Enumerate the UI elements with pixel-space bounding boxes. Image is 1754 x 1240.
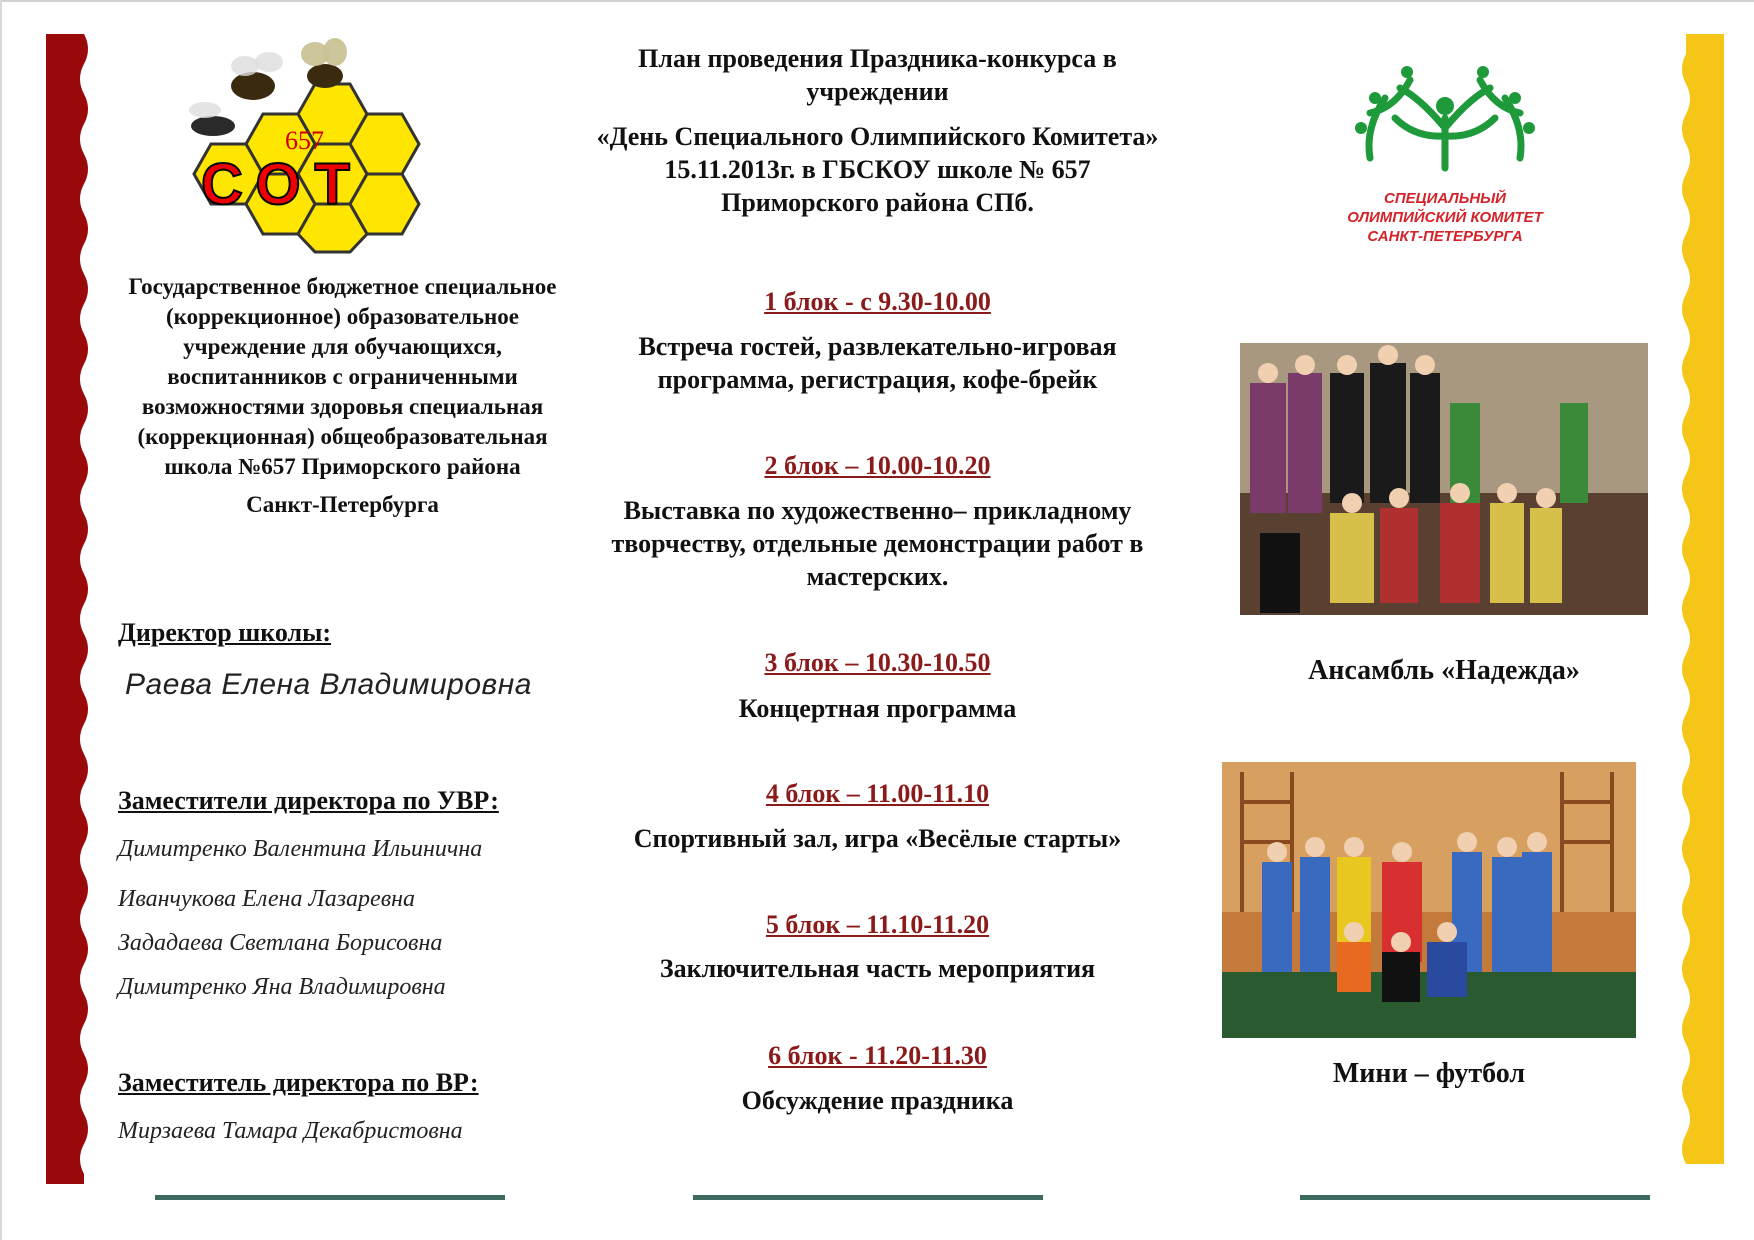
red-wavy-stripe <box>46 34 92 1184</box>
so-logo-line3: САНКТ-ПЕТЕРБУРГА <box>1367 228 1523 245</box>
deputy-uvr-name: Зададаева Светлана Борисовна <box>118 930 443 956</box>
block-5-heading: 5 блок – 11.10-11.20 <box>765 910 990 939</box>
block-4-heading: 4 блок – 11.00-11.10 <box>765 779 990 808</box>
ensemble-caption: Ансамбль «Надежда» <box>1308 655 1580 686</box>
block-5-text: Заключительная часть мероприятия <box>659 954 1096 983</box>
block-6-text: Обсуждение праздника <box>741 1086 1014 1115</box>
special-olympics-logo <box>1325 58 1565 258</box>
page-border-top <box>0 0 1754 2</box>
block-6-heading: 6 блок - 11.20-11.30 <box>768 1041 987 1070</box>
block-4-text: Спортивный зал, игра «Весёлые старты» <box>633 824 1122 853</box>
logo-number: 657 <box>285 126 324 155</box>
block-2-text: Выставка по художественно– прикладному творчеству, отдельные демонстрации работ в мастерских. <box>611 496 1144 591</box>
bee-icon <box>231 52 283 100</box>
page-border-left <box>0 0 2 1240</box>
bottom-rule-right <box>1300 1195 1650 1200</box>
deputies-uvr-heading: Заместители директора по УВР: <box>118 786 499 815</box>
deputy-uvr-name: Димитренко Яна Владимировна <box>118 974 446 1000</box>
block-2-heading: 2 блок – 10.00-10.20 <box>764 451 991 480</box>
block-3-heading: 3 блок – 10.30-10.50 <box>764 648 991 677</box>
director-name: Раева Елена Владимировна <box>125 668 532 701</box>
school-description <box>110 272 575 520</box>
plan-subtitle: «День Специального Олимпийского Комитета» 15.11.2013г. в ГБСКОУ школе № 657 Приморского района СПб. <box>596 122 1159 217</box>
bottom-rule-left <box>155 1195 505 1200</box>
bottom-rule-middle <box>693 1195 1043 1200</box>
block-3-text: Концертная программа <box>738 694 1017 723</box>
football-caption: Мини – футбол <box>1332 1058 1526 1089</box>
deputy-vr-heading: Заместитель директора по ВР: <box>118 1068 479 1097</box>
logo-letters: СОТ <box>201 152 364 217</box>
director-heading: Директор школы: <box>118 618 332 647</box>
yellow-wavy-stripe <box>1676 34 1724 1164</box>
so-logo-line1: СПЕЦИАЛЬНЫЙ <box>1384 190 1506 207</box>
ensemble-photo <box>1240 343 1648 615</box>
deputy-vr-name: Мирзаева Тамара Декабристовна <box>118 1118 463 1144</box>
school-cot-logo <box>175 34 455 254</box>
football-team-photo <box>1222 762 1636 1038</box>
deputy-uvr-name: Иванчукова Елена Лазаревна <box>118 886 416 912</box>
so-logo-line2: ОЛИМПИЙСКИЙ КОМИТЕТ <box>1347 209 1543 226</box>
deputy-uvr-name: Димитренко Валентина Ильинична <box>118 836 483 862</box>
plan-title: План проведения Праздника-конкурса в учреждении <box>638 44 1117 106</box>
school-city: Санкт-Петербурга <box>246 492 439 517</box>
block-1-text: Встреча гостей, развлекательно-игровая программа, регистрация, кофе-брейк <box>638 332 1117 394</box>
school-full-name: Государственное бюджетное специальное (коррекционное) образовательное учреждение для обучающихся, воспитанников с ограниченными возможностями здоровья специальная (коррекционная) общеобразовательная школа №657 Приморского района <box>128 274 557 479</box>
block-1-heading: 1 блок - с 9.30-10.00 <box>764 287 991 316</box>
